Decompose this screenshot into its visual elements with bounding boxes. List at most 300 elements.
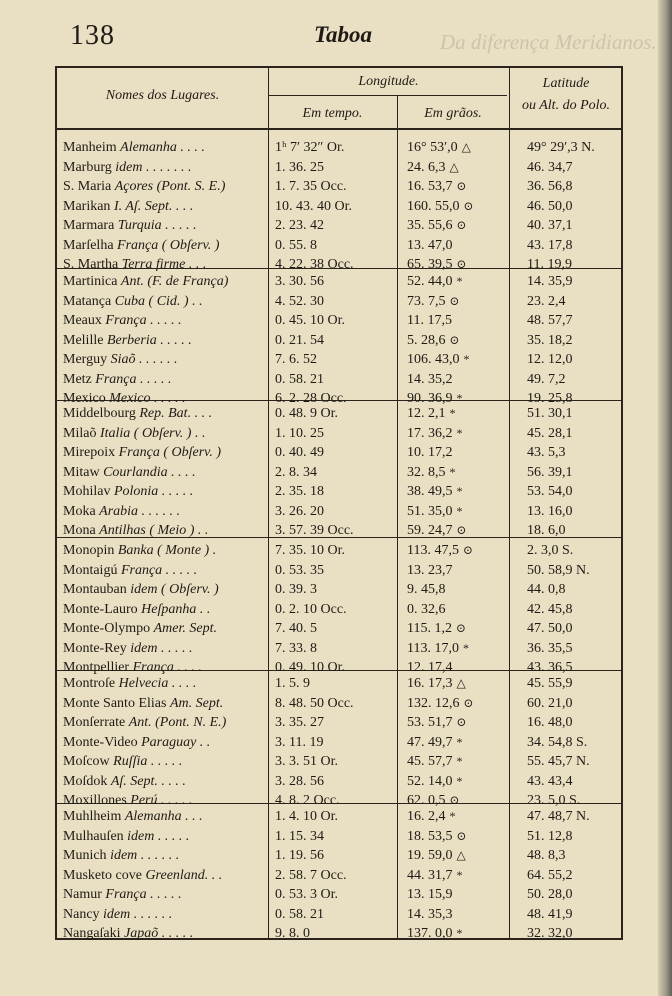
table-row [57,370,621,390]
longitude-time-cell: 3. 11. 19 [275,734,324,750]
place-region: Berberia . . . . . [106,332,192,348]
place-cell [63,521,208,541]
page-header [0,0,660,60]
observation-symbol: * [449,809,456,823]
longitude-degrees-cell [407,424,463,444]
longitude-degrees-cell [407,639,469,659]
place-region: França . . . . [132,660,202,675]
longitude-degrees-cell [407,404,456,424]
place-region: Cuba ( Cid. ) . . [114,293,203,309]
place-name: Monte-Rey [63,640,131,656]
longitude-degrees-cell [407,905,457,925]
longitude-degrees-cell [407,827,467,847]
place-name: Mulhauſen [63,828,128,844]
longitude-time-cell: 9. 8. 0 [275,926,310,941]
table-row [57,752,621,772]
place-region: idem . . . . . [130,640,193,656]
latitude-cell: 50. 58,9 N. [527,562,590,578]
table-row [57,885,621,905]
observation-symbol: * [449,464,456,479]
place-cell [63,331,192,351]
observation-symbol: * [456,754,463,768]
place-name: Musketo cove [63,867,146,883]
latitude-cell: 60. 21,0 [527,695,573,711]
place-name: Mirepoix [63,445,119,460]
latitude-cell: 45. 55,9 [527,676,573,691]
place-region: Italia ( Obſerv. ) . . [99,425,206,441]
longitude-time-cell: 2. 8. 34 [275,464,317,480]
observation-symbol: △ [456,676,466,690]
longitude-degrees-cell [407,674,466,694]
degrees-value: 0. 32,6 [407,601,446,617]
latitude-cell: 23. 2,4 [527,293,566,309]
place-name: Mona [63,523,100,538]
longitude-time-cell: 7. 40. 5 [275,621,317,636]
observation-symbol: ⊙ [456,523,467,537]
observation-symbol: * [456,425,463,440]
latitude-cell: 43. 43,4 [527,773,573,789]
longitude-degrees-cell [407,331,460,351]
observation-symbol: ⊙ [462,543,474,557]
place-name: Matança [63,293,115,309]
table-row [57,807,621,827]
place-name: Moſcow [63,754,114,769]
latitude-cell: 23. 5,0 S. [527,793,581,808]
table-row [57,216,621,236]
degrees-value: 24. 6,3 [407,159,446,175]
place-name: Merguy [63,352,111,367]
longitude-degrees-cell [407,463,456,483]
degrees-value: 106. 43,0 [407,352,460,367]
degrees-value: 16. 17,3 [407,676,453,691]
longitude-degrees-cell [407,482,463,502]
degrees-value: 13. 23,7 [407,562,453,578]
place-cell [63,370,171,390]
table-row [57,827,621,847]
place-name: Monte-Olympo [63,621,154,636]
place-region: França ( Obſerv. ) [117,237,220,253]
observation-symbol: △ [456,848,466,862]
place-region: Japaõ . . . . . [124,926,194,941]
observation-symbol: ⊙ [449,793,460,807]
longitude-time-cell: 4. 52. 30 [275,293,324,309]
place-cell [63,463,196,483]
table-row [57,502,621,522]
latitude-cell: 32. 32,0 [527,926,573,941]
place-name: Monte Santo Elias [63,695,170,711]
running-title: Taboa [314,22,372,47]
degrees-value: 73. 7,5 [407,293,446,309]
table-row [57,713,621,733]
longitude-time-cell: 7. 6. 52 [275,352,317,367]
table-row [57,561,621,581]
page-number: 138 [70,20,115,51]
degrees-value: 12. 2,1 [407,406,446,421]
longitude-degrees-cell [407,216,467,236]
place-region: idem . . . . . [127,828,190,844]
place-name: Munich [63,848,111,863]
table-row [57,674,621,694]
longitude-time-cell: 7. 33. 8 [275,640,317,656]
latitude-cell: 45. 28,1 [527,425,573,441]
longitude-time-cell: 1. 5. 9 [275,676,310,691]
table-row [57,138,621,158]
degrees-value: 16. 53,7 [407,179,453,194]
latitude-cell: 46. 34,7 [527,159,573,175]
place-name: Monte-Video [63,734,142,750]
place-cell [63,772,186,792]
degrees-value: 65. 39,5 [407,257,453,272]
place-cell [63,311,182,331]
degrees-value: 5. 28,6 [407,332,446,348]
latitude-cell: 44. 0,8 [527,582,566,597]
observation-symbol: ⊙ [463,695,474,710]
longitude-degrees-cell [407,158,459,178]
longitude-time-cell: 10. 43. 40 Or. [275,198,352,214]
place-region: Heſpanha . . [141,601,211,617]
place-cell [63,866,222,886]
header-subrule [268,95,507,96]
place-cell [63,350,177,370]
longitude-degrees-cell [407,846,466,866]
latitude-cell: 50. 28,0 [527,887,573,902]
place-region: França . . . . . [95,371,172,387]
longitude-time-cell: 0. 48. 9 Or. [275,406,338,421]
longitude-degrees-cell [407,713,467,733]
table-row [57,463,621,483]
place-region: idem . . . . . . . [115,159,192,175]
longitude-degrees-cell [407,370,457,390]
table-row [57,772,621,792]
longitude-degrees-cell [407,541,473,561]
degrees-value: 90. 36,9 [407,391,453,406]
place-name: Moka [63,503,100,519]
page-edge-shadow [658,0,672,996]
place-cell [63,733,210,753]
latitude-cell: 53. 54,0 [527,484,573,499]
place-region: Aſ. Sept. . . . . [110,773,186,789]
place-region: Alemanha . . . . [120,140,205,155]
place-cell [63,846,179,866]
header-longitude: Longitude. [358,74,419,89]
observation-symbol: * [456,274,463,288]
degrees-value: 12. 17,4 [407,660,453,675]
observation-symbol: ⊙ [456,828,467,843]
latitude-cell: 48. 8,3 [527,848,566,863]
latitude-cell: 42. 45,8 [527,601,573,617]
longitude-degrees-cell [407,600,450,620]
place-region: idem . . . . . . [103,906,173,922]
place-cell [63,580,219,600]
table-row [57,541,621,561]
longitude-time-cell: 0. 40. 49 [275,445,324,460]
longitude-degrees-cell [407,236,457,256]
place-name: Marikan [63,198,114,214]
place-cell [63,197,193,217]
table-row [57,639,621,659]
place-name: Monopin [63,543,118,558]
latitude-cell: 11. 19,9 [527,257,572,272]
longitude-degrees-cell [407,311,456,331]
table-row [57,236,621,256]
place-name: Montauban [63,582,131,597]
latitude-cell: 49° 29′,3 N. [527,140,595,155]
degrees-value: 13. 47,0 [407,237,453,253]
table-row [57,404,621,424]
longitude-time-cell: 0. 58. 21 [275,371,324,387]
observation-symbol: * [462,640,469,655]
observation-symbol: △ [449,159,459,174]
longitude-degrees-cell [407,924,463,944]
bleed-through-text: Da diferença Meridianos. [440,30,657,54]
longitude-degrees-cell [407,272,463,292]
degrees-value: 160. 55,0 [407,198,460,214]
degrees-value: 59. 24,7 [407,523,453,538]
longitude-degrees-cell [407,752,463,772]
table-row [57,924,621,944]
latitude-cell: 43. 17,8 [527,237,573,253]
place-name: S. Maria [63,179,115,194]
degrees-value: 53. 51,7 [407,715,453,730]
observation-symbol: ⊙ [449,332,460,347]
table-row [57,846,621,866]
place-region: Mexico . . . . . [109,391,186,406]
table-row [57,733,621,753]
latitude-cell: 36. 35,5 [527,640,573,656]
place-region: Terra firme . . . [121,257,207,272]
latitude-cell: 47. 48,7 N. [527,809,590,824]
longitude-time-cell: 1. 4. 10 Or. [275,809,338,824]
place-cell [63,694,223,714]
longitude-time-cell: 3. 30. 56 [275,274,324,289]
longitude-degrees-cell [407,561,457,581]
table-row [57,272,621,292]
latitude-cell: 12. 12,0 [527,352,573,367]
longitude-time-cell: 3. 3. 51 Or. [275,754,338,769]
longitude-degrees-cell [407,350,470,370]
degrees-value: 132. 12,6 [407,695,460,711]
table-row [57,619,621,639]
table-row [57,292,621,312]
place-cell [63,561,197,581]
longitude-degrees-cell [407,866,463,886]
place-region: Polonia . . . . . [113,484,194,499]
longitude-time-cell: 1. 10. 25 [275,425,324,441]
longitude-time-cell: 1. 15. 34 [275,828,324,844]
latitude-cell: 18. 6,0 [527,523,566,538]
place-name: Marburg [63,159,116,175]
table-row [57,331,621,351]
observation-symbol: * [456,391,463,405]
longitude-time-cell: 2. 23. 42 [275,218,324,233]
latitude-cell: 36. 56,8 [527,179,573,194]
longitude-time-cell: 2. 58. 7 Occ. [275,867,347,883]
degrees-value: 113. 47,5 [407,543,459,558]
place-region: França . . . . . [120,562,198,578]
header-latitude-2: ou Alt. do Polo. [521,98,611,113]
place-cell [63,216,197,236]
place-region: Amer. Sept. [153,621,217,636]
longitude-time-cell: 4. 22. 38 Occ. [275,257,354,272]
place-cell [63,674,196,694]
degrees-value: 14. 35,2 [407,371,453,387]
table-row [57,350,621,370]
longitude-time-cell: 3. 35. 27 [275,715,324,730]
longitude-time-cell: 8. 48. 50 Occ. [275,695,354,711]
longitude-time-cell: 3. 26. 20 [275,503,324,519]
degrees-value: 115. 1,2 [407,621,452,636]
latitude-cell: 48. 41,9 [527,906,573,922]
observation-symbol: * [463,352,470,366]
table-row [57,443,621,463]
place-region: Alemanha . . . [124,809,203,824]
place-region: Perú . . . . . [130,793,193,808]
longitude-time-cell: 6. 2. 28 Occ. [275,391,347,406]
place-name: Montaigú [63,562,121,578]
table-row [57,482,621,502]
table-row [57,521,621,541]
latitude-cell: 51. 12,8 [527,828,573,844]
place-region: Siaõ . . . . . . [110,352,178,367]
longitude-degrees-cell [407,580,450,600]
longitude-degrees-cell [407,772,463,792]
latitude-cell: 47. 50,0 [527,621,573,636]
latitude-cell: 40. 37,1 [527,218,573,233]
longitude-time-cell: 7. 35. 10 Or. [275,543,345,558]
table-row [57,424,621,444]
place-name: Melille [63,332,107,348]
observation-symbol: * [456,926,463,940]
table-row [57,158,621,178]
longitude-degrees-cell [407,443,457,463]
observation-symbol: ⊙ [456,257,467,271]
table-row [57,694,621,714]
longitude-time-cell: 0. 21. 54 [275,332,324,348]
degrees-value: 32. 8,5 [407,464,446,480]
place-cell [63,138,205,158]
place-region: Açores (Pont. S. E.) [114,179,226,194]
observation-symbol: ⊙ [449,293,460,308]
longitude-time-cell: 2. 35. 18 [275,484,324,499]
place-region: França ( Obſerv. ) [118,445,221,460]
degrees-value: 35. 55,6 [407,218,453,233]
degrees-value: 47. 49,7 [407,734,453,750]
latitude-cell: 35. 18,2 [527,332,573,348]
place-region: Helvecia . . . . [118,676,197,691]
latitude-cell: 46. 50,0 [527,198,573,214]
observation-symbol: * [456,867,463,882]
place-region: França . . . . . [105,313,182,328]
place-region: Am. Sept. [169,695,224,711]
place-name: Metz [63,371,96,387]
longitude-degrees-cell [407,694,474,714]
header-places: Nomes dos Lugares. [105,88,220,103]
longitude-time-cell: 0. 55. 8 [275,237,317,253]
table-row [57,580,621,600]
latitude-cell: 43. 5,3 [527,445,566,460]
longitude-degrees-cell [407,619,466,639]
table-row [57,311,621,331]
place-cell [63,713,226,733]
place-region: Paraguay . . [141,734,211,750]
longitude-time-cell: 0. 45. 10 Or. [275,313,345,328]
degrees-value: 19. 59,0 [407,848,453,863]
longitude-time-cell: 1ʰ 7′ 32″ Or. [275,140,345,155]
degrees-value: 16° 53′,0 [407,140,458,155]
place-name: Monſerrate [63,715,129,730]
longitude-degrees-cell [407,177,467,197]
place-cell [63,482,193,502]
header-time: Em tempo. [302,106,363,121]
degrees-value: 45. 57,7 [407,754,453,769]
place-name: Marſelha [63,237,118,253]
latitude-cell: 48. 57,7 [527,313,573,328]
table-row [57,905,621,925]
longitude-degrees-cell [407,138,471,158]
place-name: Nancy [63,906,104,922]
longitude-time-cell: 1. 36. 25 [275,159,324,175]
place-name: Muhlheim [63,809,125,824]
observation-symbol: * [456,734,463,749]
table-row [57,866,621,886]
place-cell [63,236,219,256]
longitude-time-cell: 0. 53. 3 Or. [275,887,338,902]
place-name: Nangaſaki [63,926,125,941]
place-name: Manheim [63,140,121,155]
latitude-cell: 2. 3,0 S. [527,543,574,558]
coordinates-table [55,66,623,940]
place-name: Meaux [63,313,106,328]
place-cell [63,600,210,620]
place-region: Ant. (F. de França) [120,274,229,289]
degrees-value: 52. 14,0 [407,773,453,789]
place-name: Mitaw [63,464,104,480]
longitude-time-cell: 0. 2. 10 Occ. [275,601,347,617]
header-latitude-1: Latitude [542,76,590,91]
degrees-value: 137. 0,0 [407,926,453,941]
latitude-cell: 19. 25,8 [527,391,573,406]
place-name: Mohilav [63,484,114,499]
header-bottom-rule [57,128,621,130]
longitude-time-cell: 0. 58. 21 [275,906,324,922]
place-region: Courlandia . . . . [103,464,196,480]
place-cell [63,827,189,847]
degrees-value: 113. 17,0 [407,640,459,656]
observation-symbol: ⊙ [456,715,467,729]
place-cell [63,619,217,639]
table-row [57,600,621,620]
latitude-cell: 13. 16,0 [527,503,573,519]
latitude-cell: 43. 36,5 [527,660,573,675]
longitude-time-cell: 1. 19. 56 [275,848,324,863]
place-cell [63,905,172,925]
longitude-degrees-cell [407,521,467,541]
place-name: Martinica [63,274,121,289]
place-region: idem ( Obſerv. ) [130,582,219,597]
place-region: Antilhas ( Meio ) . . [99,523,209,538]
degrees-value: 11. 17,5 [407,313,452,328]
observation-symbol: * [456,503,463,518]
longitude-degrees-cell [407,292,460,312]
degrees-value: 17. 36,2 [407,425,453,441]
place-cell [63,924,193,944]
place-cell [63,404,212,424]
table-row [57,177,621,197]
degrees-value: 16. 2,4 [407,809,446,824]
place-name: Moſdok [63,773,111,789]
degrees-value: 9. 45,8 [407,582,446,597]
place-cell [63,752,182,772]
